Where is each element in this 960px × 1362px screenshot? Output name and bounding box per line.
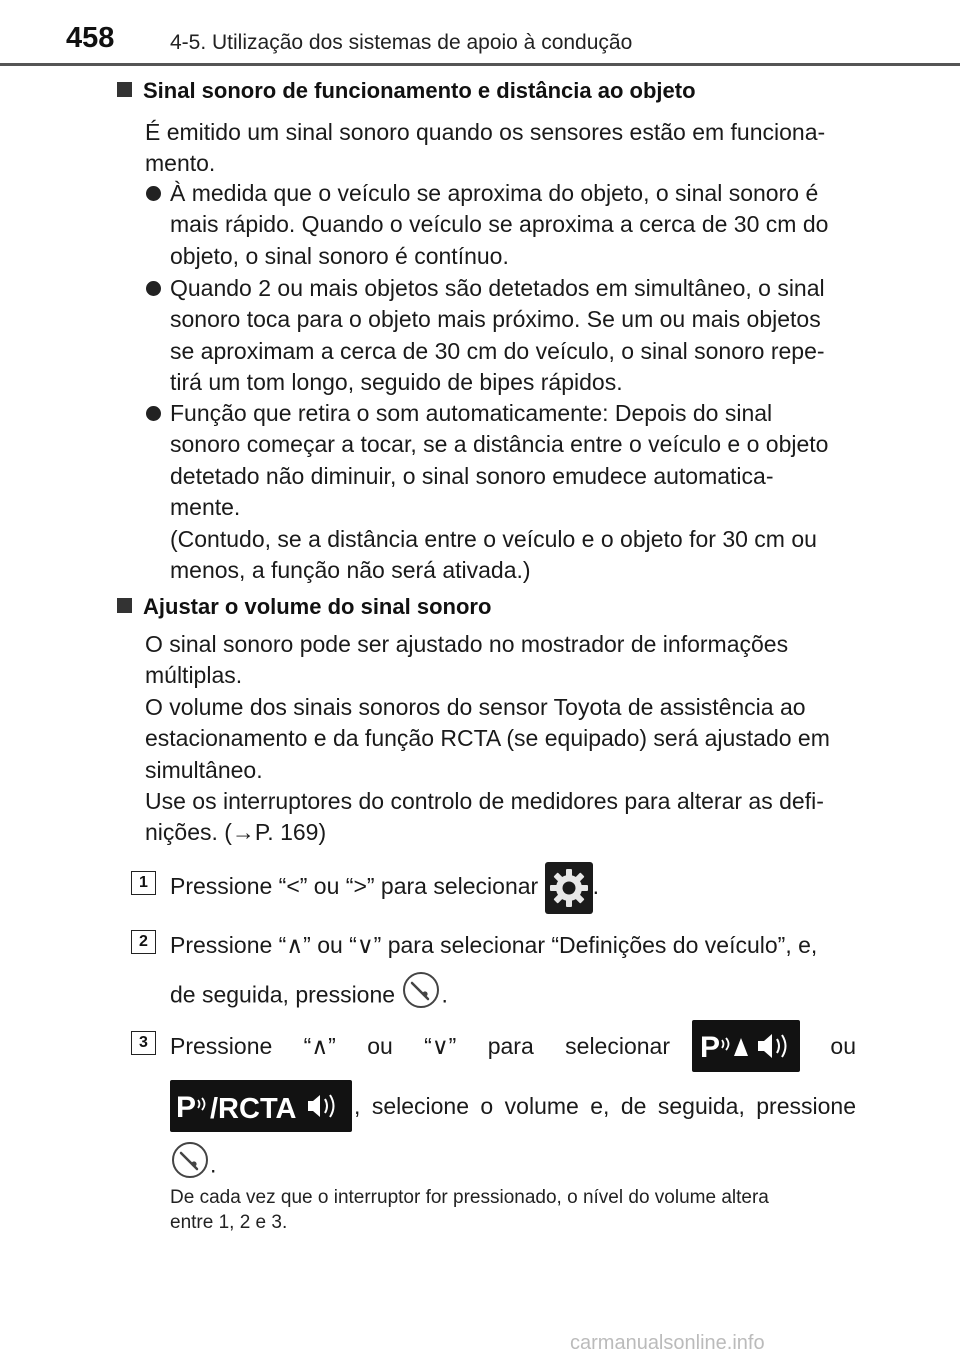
text-line: se aproximam a cerca de 30 cm do veículo, o sinal sonoro repe- bbox=[170, 337, 825, 364]
volume-paragraph bbox=[145, 629, 856, 849]
step-3 bbox=[170, 1018, 856, 1182]
text-line: nições. (→P. 169) bbox=[145, 819, 327, 846]
step-number-1: 1 bbox=[131, 871, 156, 895]
text-line: tirá um tom longo, seguido de bipes rápidos. bbox=[170, 369, 623, 396]
text-line: mente. bbox=[170, 494, 241, 521]
chapter-title: 4-5. Utilização dos sistemas de apoio à condução bbox=[170, 31, 633, 54]
step-line bbox=[170, 1140, 856, 1182]
text-line: múltiplas. bbox=[145, 662, 243, 689]
step-number-3: 3 bbox=[131, 1031, 156, 1055]
text-line: menos, a função não será ativada.) bbox=[170, 557, 531, 584]
step-1 bbox=[170, 858, 856, 914]
gear-icon bbox=[545, 862, 593, 914]
step-line bbox=[170, 1018, 856, 1074]
text-line: mais rápido. Quando o veículo se aproxima a cerca de 30 cm do bbox=[170, 211, 829, 238]
step-text: . bbox=[441, 981, 448, 1008]
text-line: Função que retira o som automaticamente: Depois do sinal bbox=[170, 400, 773, 426]
step-line bbox=[170, 1078, 856, 1134]
text-line: O sinal sonoro pode ser ajustado no mostrador de informações bbox=[145, 631, 789, 657]
ok-button-icon bbox=[401, 970, 441, 1023]
watermark: carmanualsonline.info bbox=[570, 1332, 765, 1354]
step-text: . bbox=[210, 1151, 217, 1178]
page-header bbox=[0, 0, 960, 66]
volume-note bbox=[170, 1185, 856, 1235]
step-text: . bbox=[592, 873, 599, 899]
bullet-dot-icon bbox=[146, 186, 161, 201]
bullet-dot-icon bbox=[146, 406, 161, 421]
p-label: P bbox=[176, 1091, 197, 1124]
parking-sensor-volume-icon bbox=[692, 1020, 800, 1072]
text-line: (Contudo, se a distância entre o veículo e o objeto for 30 cm ou bbox=[170, 525, 817, 552]
text-line: É emitido um sinal sonoro quando os sensores estão em funciona- bbox=[145, 119, 826, 145]
text-line: detetado não diminuir, o sinal sonoro emudece automatica- bbox=[170, 462, 774, 489]
heading-text: Ajustar o volume do sinal sonoro bbox=[143, 594, 492, 619]
rcta-label: /RCTA bbox=[210, 1093, 297, 1125]
text-line: simultâneo. bbox=[145, 756, 263, 783]
step-text: Pressione “∧” ou “∨” para selecionar “Definições do veículo”, e, bbox=[170, 932, 818, 958]
step-2 bbox=[170, 928, 856, 1012]
header-rule bbox=[0, 63, 960, 66]
text-line: sonoro começar a tocar, se a distância entre o veículo e o objeto bbox=[170, 431, 829, 458]
step-text: Pressione “∧” ou “∨” para selecionar bbox=[170, 1033, 670, 1059]
note-line: entre 1, 2 e 3. bbox=[170, 1212, 288, 1233]
bullet-item bbox=[170, 398, 856, 586]
text-line: O volume dos sinais sonoros do sensor Toyota de assistência ao bbox=[145, 693, 806, 720]
bullet-item bbox=[170, 273, 856, 399]
square-bullet-icon bbox=[117, 598, 132, 613]
bullet-dot-icon bbox=[146, 281, 161, 296]
text-line: sonoro toca para o objeto mais próximo. Se um ou mais objetos bbox=[170, 306, 821, 333]
step-text: , selecione o volume e, de seguida, pressione bbox=[354, 1093, 856, 1119]
intro-paragraph bbox=[145, 117, 856, 180]
text-line: mento. bbox=[145, 150, 216, 177]
text-line: Use os interruptores do controlo de medidores para alterar as defi- bbox=[145, 788, 824, 815]
text-line: Quando 2 ou mais objetos são detetados em simultâneo, o sinal bbox=[170, 275, 825, 301]
text-line: objeto, o sinal sonoro é contínuo. bbox=[170, 242, 509, 269]
text-line: À medida que o veículo se aproxima do objeto, o sinal sonoro é bbox=[170, 180, 819, 206]
step-number-2: 2 bbox=[131, 930, 156, 954]
step-text: Pressione “<” ou “>” para selecionar bbox=[170, 873, 539, 899]
note-line: De cada vez que o interruptor for pressionado, o nível do volume altera bbox=[170, 1187, 769, 1208]
heading-text: Sinal sonoro de funcionamento e distância ao objeto bbox=[143, 78, 696, 103]
p-label: P bbox=[700, 1031, 721, 1064]
step-text: ou bbox=[830, 1033, 856, 1059]
section-heading-sound-signal bbox=[117, 78, 696, 104]
step-text: de seguida, pressione bbox=[170, 981, 396, 1008]
parking-rcta-volume-icon bbox=[170, 1080, 352, 1132]
page-number: 458 bbox=[66, 22, 115, 54]
square-bullet-icon bbox=[117, 82, 132, 97]
bullet-item bbox=[170, 178, 856, 272]
text-line: estacionamento e da função RCTA (se equipado) será ajustado em bbox=[145, 725, 830, 752]
section-heading-volume bbox=[117, 594, 491, 620]
step-line bbox=[170, 970, 856, 1012]
